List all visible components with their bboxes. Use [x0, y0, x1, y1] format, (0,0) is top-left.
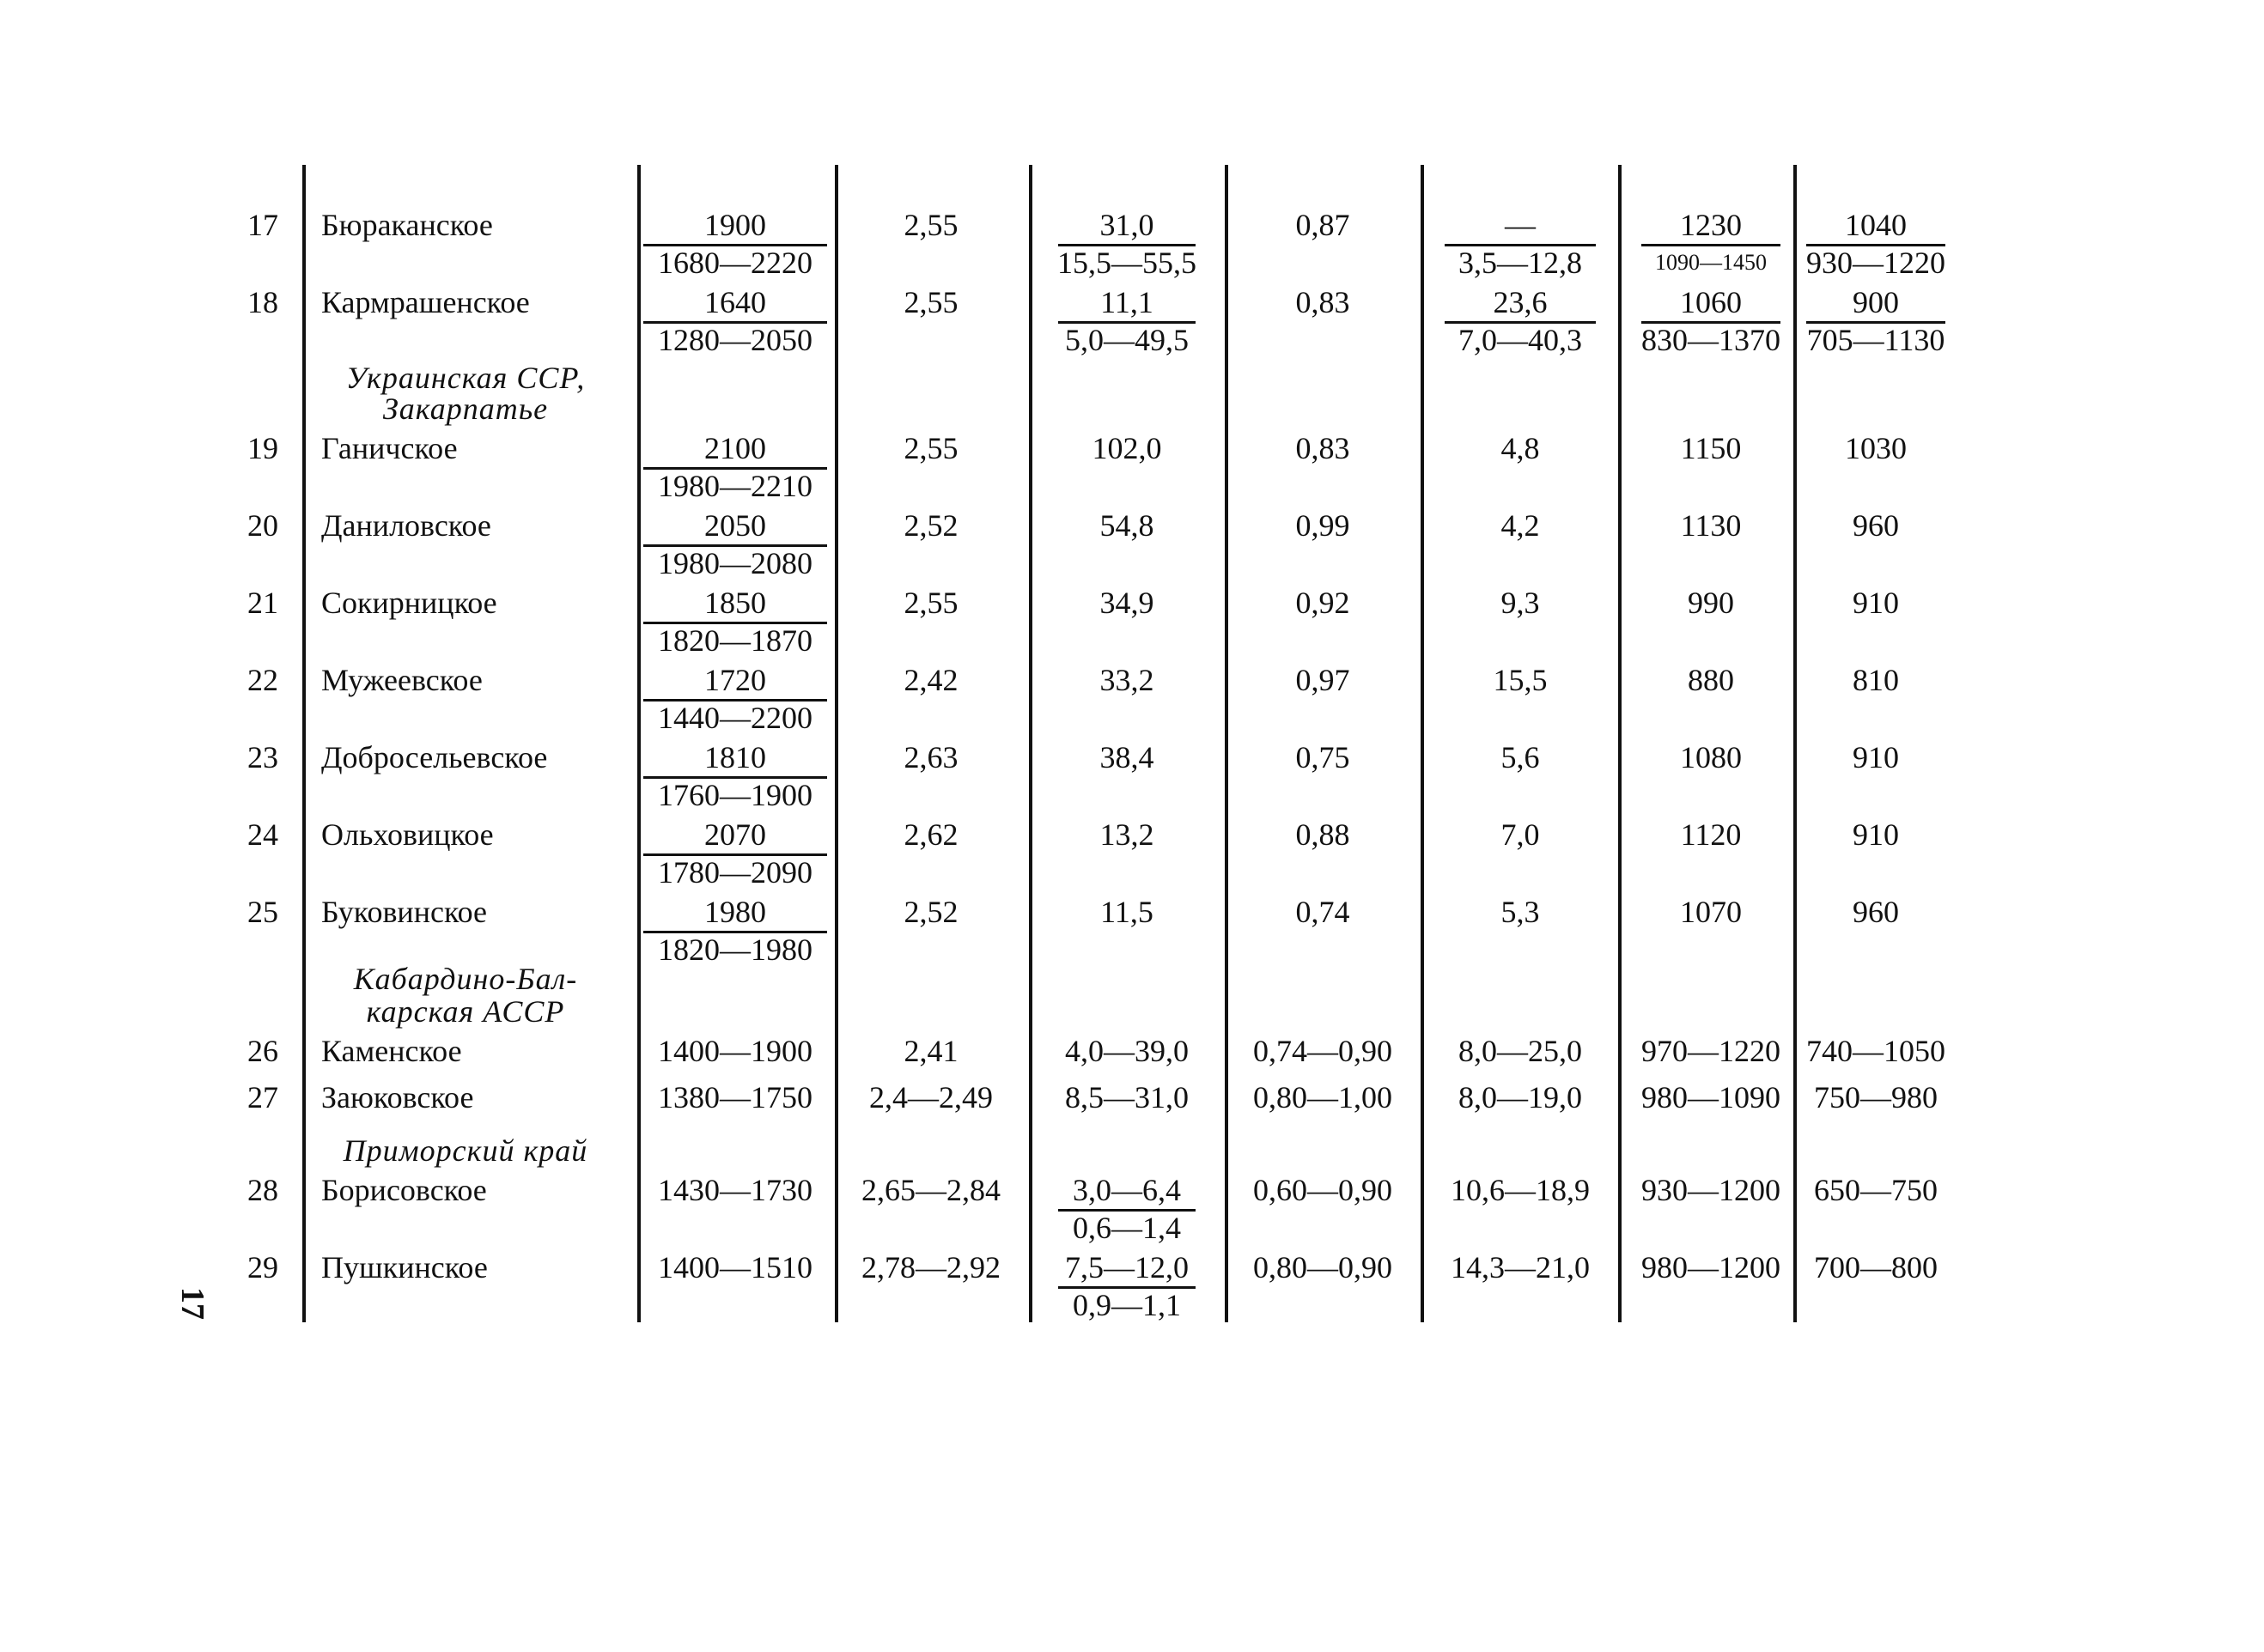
cell-value: 8,0—25,0 [1458, 1034, 1582, 1068]
row-number: 26 [247, 1034, 278, 1068]
deposit-name: Добросельевское [321, 740, 548, 774]
cell-range: 930—1220 [1806, 246, 1945, 280]
cell-value: 1120 [1680, 817, 1742, 852]
cell-range: 1820—1870 [658, 623, 812, 658]
cell-value: 1900 [704, 208, 766, 242]
column-rule [1618, 165, 1622, 1322]
cell-value: 5,3 [1500, 895, 1540, 929]
cell-value: 1230 [1680, 208, 1742, 242]
row-number: 27 [247, 1080, 278, 1114]
cell-value: 7,5—12,0 [1065, 1250, 1189, 1285]
cell-value: 11,5 [1100, 895, 1153, 929]
deposit-name: Ганичское [321, 431, 458, 465]
row-number: 20 [247, 508, 278, 543]
cell-value: 9,3 [1500, 586, 1540, 620]
cell-value: 0,92 [1295, 586, 1350, 620]
cell-value: 4,2 [1500, 508, 1540, 543]
cell-value: 970—1220 [1641, 1034, 1780, 1068]
cell-range: 830—1370 [1641, 323, 1780, 357]
row-number: 29 [247, 1250, 278, 1285]
cell-value: 0,74 [1295, 895, 1350, 929]
cell-value: 2,63 [904, 740, 959, 774]
region-heading: Кабардино-Бал- [353, 962, 578, 996]
cell-value: 1640 [704, 285, 766, 319]
row-number: 19 [247, 431, 278, 465]
deposit-name: Пушкинское [321, 1250, 488, 1285]
column-rule [302, 165, 306, 1322]
cell-value: 0,83 [1295, 431, 1350, 465]
row-number: 18 [247, 285, 278, 319]
cell-range: 0,9—1,1 [1073, 1288, 1181, 1322]
cell-value: 4,0—39,0 [1065, 1034, 1189, 1068]
column-rule [1421, 165, 1424, 1322]
cell-value: 0,88 [1295, 817, 1350, 852]
cell-value: 2,55 [904, 431, 959, 465]
cell-value: 4,8 [1500, 431, 1540, 465]
cell-range: 3,5—12,8 [1458, 246, 1582, 280]
cell-value: 5,6 [1500, 740, 1540, 774]
column-rule [637, 165, 641, 1322]
deposit-name: Ольховицкое [321, 817, 494, 852]
cell-value: 1850 [704, 586, 766, 620]
cell-value: 1080 [1680, 740, 1742, 774]
cell-value: 10,6—18,9 [1451, 1173, 1590, 1207]
cell-value: 13,2 [1099, 817, 1154, 852]
cell-value: 2100 [704, 431, 766, 465]
cell-value: 740—1050 [1806, 1034, 1945, 1068]
deposit-name: Сокирницкое [321, 586, 497, 620]
cell-value: 2,42 [904, 663, 959, 697]
cell-value: 1400—1900 [658, 1034, 812, 1068]
cell-value: 1070 [1680, 895, 1742, 929]
deposit-name: Даниловское [321, 508, 491, 543]
cell-value: 2,55 [904, 208, 959, 242]
cell-value: 7,0 [1500, 817, 1540, 852]
cell-range: 5,0—49,5 [1065, 323, 1189, 357]
deposit-name: Бюраканское [321, 208, 493, 242]
cell-value: 2,55 [904, 285, 959, 319]
cell-value: 2,62 [904, 817, 959, 852]
cell-value: 2,4—2,49 [869, 1080, 993, 1114]
row-number: 28 [247, 1173, 278, 1207]
deposit-name: Борисовское [321, 1173, 487, 1207]
cell-value: 1150 [1680, 431, 1742, 465]
cell-range: 705—1130 [1806, 323, 1945, 357]
cell-value: 810 [1853, 663, 1899, 697]
cell-value: 15,5 [1493, 663, 1548, 697]
cell-range: 0,6—1,4 [1073, 1211, 1181, 1245]
cell-value: 1400—1510 [658, 1250, 812, 1285]
cell-value: 34,9 [1099, 586, 1154, 620]
cell-value: 0,97 [1295, 663, 1350, 697]
cell-value: 0,83 [1295, 285, 1350, 319]
column-rule [1225, 165, 1228, 1322]
cell-value: 980—1090 [1641, 1080, 1780, 1114]
deposit-name: Кармрашенское [321, 285, 530, 319]
cell-value: 1810 [704, 740, 766, 774]
cell-range: 1090—1450 [1655, 250, 1767, 275]
cell-value: 0,80—1,00 [1253, 1080, 1392, 1114]
column-rule [1029, 165, 1032, 1322]
deposit-name: Буковинское [321, 895, 488, 929]
cell-value: 1380—1750 [658, 1080, 812, 1114]
region-heading: Закарпатье [382, 392, 549, 426]
cell-value: 1040 [1845, 208, 1907, 242]
column-rule [1793, 165, 1797, 1322]
cell-value: 2050 [704, 508, 766, 543]
cell-value: 1030 [1845, 431, 1907, 465]
row-number: 17 [247, 208, 278, 242]
cell-range: 1980—2210 [658, 469, 812, 503]
row-number: 23 [247, 740, 278, 774]
cell-range: 1440—2200 [658, 701, 812, 735]
row-number: 22 [247, 663, 278, 697]
cell-value: 700—800 [1814, 1250, 1938, 1285]
cell-value: 11,1 [1100, 285, 1153, 319]
cell-value: 0,75 [1295, 740, 1350, 774]
cell-value: 960 [1853, 895, 1899, 929]
cell-value: 2,52 [904, 895, 959, 929]
cell-value: 930—1200 [1641, 1173, 1780, 1207]
cell-value: 102,0 [1092, 431, 1162, 465]
cell-value: 1980 [704, 895, 766, 929]
cell-value: 0,74—0,90 [1253, 1034, 1392, 1068]
cell-value: 2,41 [904, 1034, 959, 1068]
cell-value: 2,78—2,92 [861, 1250, 1001, 1285]
cell-value: 880 [1688, 663, 1734, 697]
cell-value: 0,87 [1295, 208, 1350, 242]
cell-range: 1280—2050 [658, 323, 812, 357]
cell-range: 15,5—55,5 [1057, 246, 1196, 280]
cell-value: 910 [1853, 817, 1899, 852]
cell-value: 3,0—6,4 [1073, 1173, 1181, 1207]
cell-value: 2,55 [904, 586, 959, 620]
cell-value: 1720 [704, 663, 766, 697]
region-heading: Приморский край [343, 1133, 588, 1168]
cell-range: 1780—2090 [658, 855, 812, 890]
cell-value: 910 [1853, 740, 1899, 774]
cell-value: 1430—1730 [658, 1173, 812, 1207]
cell-value: 0,80—0,90 [1253, 1250, 1392, 1285]
cell-value: 650—750 [1814, 1173, 1938, 1207]
cell-value: 1060 [1680, 285, 1742, 319]
deposit-name: Заюковское [321, 1080, 474, 1114]
row-number: 24 [247, 817, 278, 852]
cell-value: 910 [1853, 586, 1899, 620]
cell-value: 8,5—31,0 [1065, 1080, 1189, 1114]
region-heading: карская АССР [366, 994, 565, 1029]
cell-value: 750—980 [1814, 1080, 1938, 1114]
deposit-name: Каменское [321, 1034, 462, 1068]
cell-value: 8,0—19,0 [1458, 1080, 1582, 1114]
cell-range: 1820—1980 [658, 932, 812, 967]
cell-range: 1680—2220 [658, 246, 812, 280]
cell-value: 0,99 [1295, 508, 1350, 543]
column-rule [835, 165, 838, 1322]
page-number: 17 [174, 1287, 210, 1320]
cell-value: 54,8 [1099, 508, 1154, 543]
row-number: 21 [247, 586, 278, 620]
cell-value: 990 [1688, 586, 1734, 620]
deposit-name: Мужеевское [321, 663, 483, 697]
cell-range: 1760—1900 [658, 778, 812, 812]
cell-range: 1980—2080 [658, 546, 812, 580]
region-heading: Украинская ССР, [345, 361, 586, 395]
cell-value: 38,4 [1099, 740, 1154, 774]
cell-range: 7,0—40,3 [1458, 323, 1582, 357]
cell-value: 960 [1853, 508, 1899, 543]
cell-value: 2,65—2,84 [861, 1173, 1001, 1207]
row-number: 25 [247, 895, 278, 929]
cell-value: 14,3—21,0 [1451, 1250, 1590, 1285]
cell-value: 1130 [1680, 508, 1742, 543]
cell-value: 23,6 [1493, 285, 1548, 319]
cell-value: 33,2 [1099, 663, 1154, 697]
cell-value: 0,60—0,90 [1253, 1173, 1392, 1207]
cell-value: — [1505, 208, 1536, 242]
cell-value: 31,0 [1099, 208, 1154, 242]
cell-value: 980—1200 [1641, 1250, 1780, 1285]
cell-value: 900 [1853, 285, 1899, 319]
cell-value: 2070 [704, 817, 766, 852]
cell-value: 2,52 [904, 508, 959, 543]
